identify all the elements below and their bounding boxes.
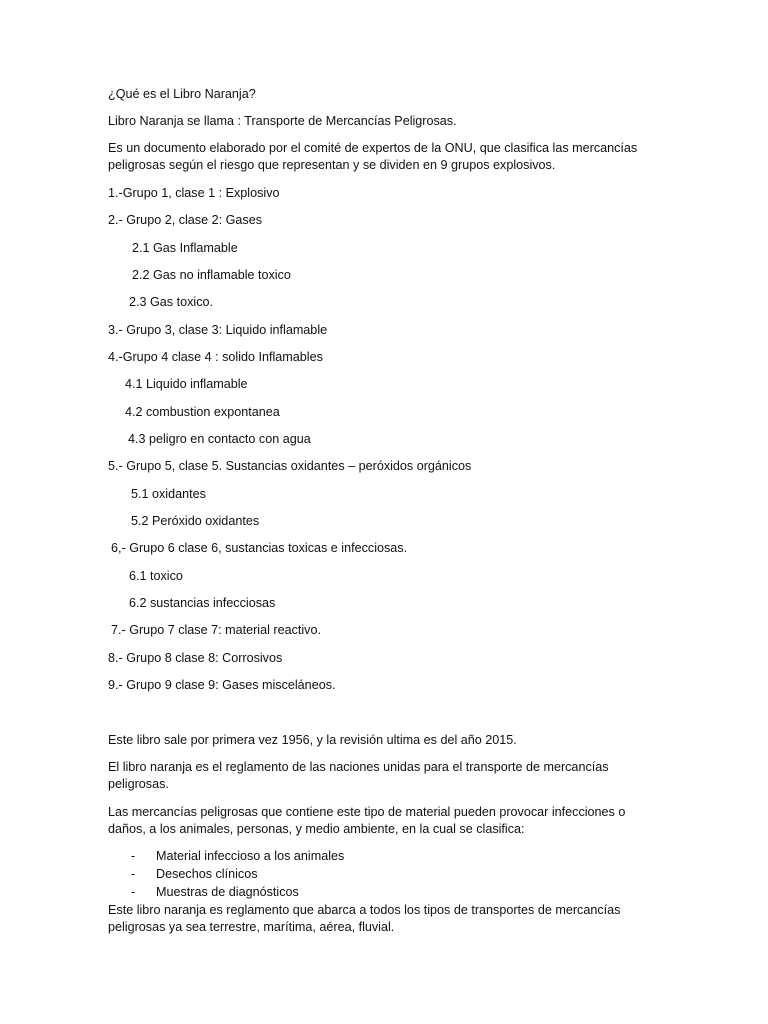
group-item: 5.- Grupo 5, clase 5. Sustancias oxidantes – peróxidos orgánicos (108, 459, 472, 473)
bullet-dash: - (131, 867, 136, 881)
closing-line-2: peligrosas ya sea terrestre, marítima, aérea, fluvial. (108, 920, 395, 934)
group-item: 1.-Grupo 1, clase 1 : Explosivo (108, 186, 280, 200)
subgroup-item: 6.2 sustancias infecciosas (129, 596, 276, 610)
intro-line-2: peligrosas según el riesgo que representan y se dividen en 9 grupos explosivos. (108, 158, 556, 172)
group-item: 9.- Grupo 9 clase 9: Gases misceláneos. (108, 678, 336, 692)
bullet-dash: - (131, 849, 136, 863)
bullet-text: Material infeccioso a los animales (156, 849, 345, 863)
bullet-text: Muestras de diagnósticos (156, 885, 299, 899)
bullet-text: Desechos clínicos (156, 867, 258, 881)
bullet-item (131, 884, 299, 902)
first-edition-line: Este libro sale por primera vez 1956, y la revisión ultima es del año 2015. (108, 733, 517, 747)
subgroup-item: 5.1 oxidantes (131, 487, 206, 501)
risk-line-2: daños, a los animales, personas, y medio ambiente, en la cual se clasifica: (108, 822, 525, 836)
group-item: 7.- Grupo 7 clase 7: material reactivo. (111, 623, 321, 637)
bullet-dash: - (131, 885, 136, 899)
group-item: 4.-Grupo 4 clase 4 : solido Inflamables (108, 350, 323, 364)
subgroup-item: 2.1 Gas Inflamable (132, 241, 238, 255)
bullet-item (131, 866, 258, 884)
group-item: 2.- Grupo 2, clase 2: Gases (108, 213, 262, 227)
subgroup-item: 4.3 peligro en contacto con agua (128, 432, 311, 446)
group-item: 8.- Grupo 8 clase 8: Corrosivos (108, 651, 283, 665)
subgroup-item: 4.2 combustion expontanea (125, 405, 280, 419)
subgroup-item: 4.1 Liquido inflamable (125, 377, 248, 391)
risk-line-1: Las mercancías peligrosas que contiene este tipo de material pueden provocar infecciones o (108, 805, 626, 819)
group-item: 6,- Grupo 6 clase 6, sustancias toxicas e infecciosas. (111, 541, 408, 555)
subgroup-item: 2.3 Gas toxico. (129, 295, 213, 309)
subgroup-item: 2.2 Gas no inflamable toxico (132, 268, 291, 282)
closing-line-1: Este libro naranja es reglamento que abarca a todos los tipos de transportes de mercancías (108, 903, 621, 917)
subgroup-item: 6.1 toxico (129, 569, 183, 583)
bullet-item (131, 848, 344, 866)
regulation-line-1: El libro naranja es el reglamento de las naciones unidas para el transporte de mercancías (108, 760, 609, 774)
subgroup-item: 5.2 Peróxido oxidantes (131, 514, 260, 528)
regulation-line-2: peligrosas. (108, 777, 169, 791)
name-line: Libro Naranja se llama : Transporte de Mercancías Peligrosas. (108, 114, 457, 128)
intro-line-1: Es un documento elaborado por el comité de expertos de la ONU, que clasifica las mercancías (108, 141, 638, 155)
document-title: ¿Qué es el Libro Naranja? (108, 87, 256, 101)
group-item: 3.- Grupo 3, clase 3: Liquido inflamable (108, 323, 328, 337)
